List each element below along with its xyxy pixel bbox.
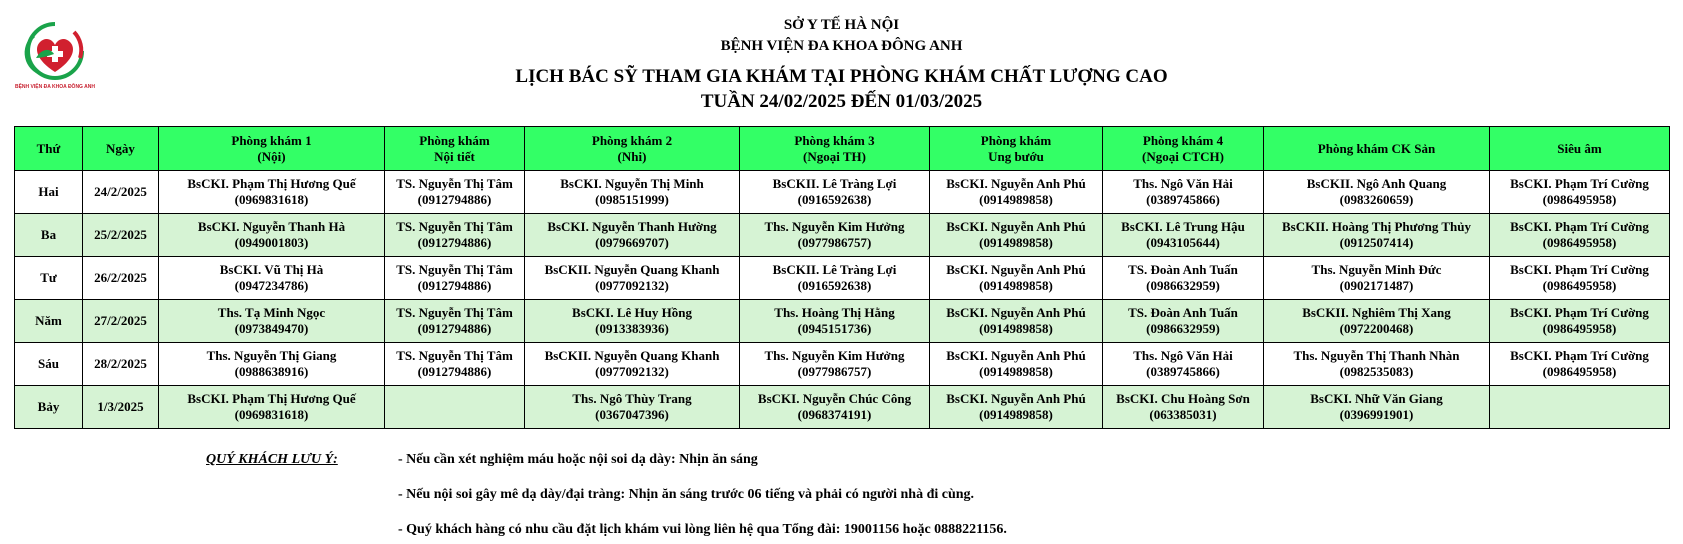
doctor-name: BsCKI. Nguyễn Anh Phú <box>946 219 1086 234</box>
doctor-name: TS. Nguyễn Thị Tâm <box>396 176 513 191</box>
weekday-cell: Tư <box>15 257 83 300</box>
doctor-cell <box>740 300 930 343</box>
column-header <box>15 127 83 171</box>
doctor-phone: (0916592638) <box>797 192 872 207</box>
doctor-name: BsCKI. Vũ Thị Hà <box>219 262 324 277</box>
doctor-phone: (0947234786) <box>234 278 309 293</box>
doctor-name: TS. Nguyễn Thị Tâm <box>396 305 513 320</box>
table-row <box>15 343 1670 386</box>
doctor-phone: (0982535083) <box>1339 364 1414 379</box>
doctor-name: Ths. Hoàng Thị Hằng <box>774 305 895 320</box>
doctor-name: Ths. Nguyễn Minh Đức <box>1311 262 1442 277</box>
doctor-cell <box>385 257 525 300</box>
doctor-cell <box>525 386 740 429</box>
department-name: SỞ Y TẾ HÀ NỘI <box>783 17 900 33</box>
doctor-name: BsCKI. Lê Trung Hậu <box>1121 219 1245 234</box>
column-header <box>159 127 385 171</box>
doctor-cell <box>930 257 1103 300</box>
doctor-phone: (0972200468) <box>1339 321 1414 336</box>
doctor-phone: (0913383936) <box>595 321 669 336</box>
column-header <box>930 127 1103 171</box>
column-header <box>385 127 525 171</box>
doctor-phone: (0914989858) <box>979 321 1053 336</box>
doctor-cell <box>930 171 1103 214</box>
doctor-phone: (0977092132) <box>595 364 669 379</box>
note-item: - Nếu cần xét nghiệm máu hoặc nội soi dạ dày: Nhịn ăn sáng <box>398 452 758 467</box>
doctor-cell <box>1103 300 1264 343</box>
doctor-cell <box>159 257 385 300</box>
doctor-phone: (0977986757) <box>797 235 872 250</box>
doctor-phone: (0986495958) <box>1542 192 1617 207</box>
doctor-cell <box>525 171 740 214</box>
date-cell: 28/2/2025 <box>83 343 159 386</box>
doctor-phone: (0914989858) <box>979 192 1053 207</box>
doctor-phone: (0988638916) <box>234 364 309 379</box>
hospital-name: BỆNH VIỆN ĐA KHOA ĐÔNG ANH <box>720 38 963 54</box>
doctor-cell <box>1490 386 1670 429</box>
doctor-cell <box>159 343 385 386</box>
doctor-phone: (0977092132) <box>595 278 669 293</box>
doctor-name: BsCKII. Nguyễn Quang Khanh <box>544 348 720 363</box>
doctor-phone: (0912507414) <box>1339 235 1414 250</box>
doctor-name: BsCKI. Lê Huy Hồng <box>572 305 692 320</box>
column-header <box>740 127 930 171</box>
notes-label: QUÝ KHÁCH LƯU Ý: <box>206 452 338 467</box>
column-header-subtitle: Nội tiết <box>434 148 475 164</box>
doctor-cell <box>930 386 1103 429</box>
date-cell: 1/3/2025 <box>83 386 159 429</box>
doctor-cell <box>1490 343 1670 386</box>
doctor-name: Ths. Ngô Văn Hải <box>1133 176 1233 191</box>
column-header <box>83 127 159 171</box>
weekday-cell: Sáu <box>15 343 83 386</box>
doctor-schedule-table <box>14 126 1670 429</box>
doctor-cell <box>159 300 385 343</box>
doctor-name: BsCKI. Nguyễn Thanh Hường <box>547 219 717 234</box>
doctor-name: TS. Nguyễn Thị Tâm <box>396 262 513 277</box>
doctor-phone: (063385031) <box>1149 407 1217 422</box>
doctor-cell <box>159 171 385 214</box>
doctor-cell <box>1103 171 1264 214</box>
doctor-name: Ths. Nguyễn Kim Hưởng <box>764 348 905 363</box>
schedule-week: TUẦN 24/02/2025 ĐẾN 01/03/2025 <box>700 91 983 112</box>
doctor-name: BsCKI. Phạm Trí Cường <box>1510 348 1649 363</box>
doctor-phone: (0912794886) <box>417 192 492 207</box>
doctor-name: BsCKI. Nguyễn Anh Phú <box>946 348 1086 363</box>
table-row <box>15 214 1670 257</box>
doctor-phone: (0389745866) <box>1146 192 1220 207</box>
doctor-cell <box>1264 214 1490 257</box>
doctor-phone: (0983260659) <box>1339 192 1414 207</box>
doctor-name: BsCKII. Ngô Anh Quang <box>1306 176 1447 191</box>
doctor-name: BsCKI. Phạm Thị Hương Quế <box>187 176 356 191</box>
weekday-cell: Năm <box>15 300 83 343</box>
column-header-title: Ngày <box>106 140 135 156</box>
doctor-cell <box>930 214 1103 257</box>
doctor-phone: (0969831618) <box>234 192 309 207</box>
doctor-cell <box>1264 343 1490 386</box>
doctor-cell <box>525 214 740 257</box>
doctor-cell <box>1490 214 1670 257</box>
doctor-name: BsCKII. Lê Tràng Lợi <box>772 262 897 277</box>
doctor-name: BsCKI. Nguyễn Anh Phú <box>946 262 1086 277</box>
doctor-cell <box>1264 386 1490 429</box>
doctor-cell <box>1103 343 1264 386</box>
doctor-name: TS. Đoàn Anh Tuấn <box>1128 305 1238 320</box>
weekday-cell: Hai <box>15 171 83 214</box>
doctor-cell <box>1103 257 1264 300</box>
column-header-title: Phòng khám <box>419 132 490 148</box>
doctor-name: Ths. Tạ Minh Ngọc <box>217 305 326 320</box>
column-header-title: Phòng khám <box>980 132 1052 148</box>
doctor-cell <box>740 257 930 300</box>
doctor-cell <box>525 343 740 386</box>
column-header-title: Phòng khám 1 <box>231 132 312 148</box>
doctor-phone: (0912794886) <box>417 321 492 336</box>
doctor-cell <box>740 386 930 429</box>
doctor-cell <box>1264 171 1490 214</box>
doctor-cell <box>1490 300 1670 343</box>
column-header-title: Thứ <box>36 140 61 156</box>
table-row <box>15 386 1670 429</box>
column-header <box>525 127 740 171</box>
doctor-cell <box>930 300 1103 343</box>
schedule-title: LỊCH BÁC SỸ THAM GIA KHÁM TẠI PHÒNG KHÁM CHẤT LƯỢNG CAO <box>515 66 1168 87</box>
doctor-cell <box>525 300 740 343</box>
doctor-name: BsCKII. Nghiêm Thị Xang <box>1302 305 1451 320</box>
doctor-phone: (0973849470) <box>234 321 309 336</box>
doctor-cell <box>1264 300 1490 343</box>
column-header-title: Phòng khám 2 <box>591 132 673 148</box>
doctor-cell <box>525 257 740 300</box>
column-header-subtitle: (Ngoại TH) <box>803 148 866 164</box>
column-header <box>1103 127 1264 171</box>
column-header <box>1490 127 1670 171</box>
doctor-name: Ths. Nguyễn Thị Giang <box>206 348 337 363</box>
doctor-phone: (0985151999) <box>595 192 669 207</box>
doctor-cell <box>159 214 385 257</box>
date-cell: 25/2/2025 <box>83 214 159 257</box>
doctor-cell <box>385 214 525 257</box>
column-header-title: Phòng khám CK Sản <box>1317 140 1436 156</box>
doctor-phone: (0389745866) <box>1146 364 1220 379</box>
table-row <box>15 171 1670 214</box>
column-header-subtitle: Ung bướu <box>988 148 1044 164</box>
doctor-cell <box>930 343 1103 386</box>
doctor-name: BsCKI. Nguyễn Anh Phú <box>946 305 1086 320</box>
doctor-phone: (0969831618) <box>234 407 309 422</box>
table-row <box>15 257 1670 300</box>
table-row <box>15 300 1670 343</box>
column-header-subtitle: (Nhi) <box>617 148 647 164</box>
doctor-name: Ths. Ngô Văn Hải <box>1133 348 1233 363</box>
doctor-phone: (0912794886) <box>417 364 492 379</box>
doctor-name: BsCKI. Phạm Trí Cường <box>1510 176 1649 191</box>
doctor-name: BsCKI. Nhữ Văn Giang <box>1310 391 1443 406</box>
table-body <box>15 171 1670 429</box>
doctor-phone: (0986632959) <box>1146 321 1220 336</box>
doctor-phone: (0986495958) <box>1542 364 1617 379</box>
doctor-cell <box>740 214 930 257</box>
doctor-name: BsCKI. Nguyễn Thanh Hà <box>197 219 346 234</box>
logo-caption: BỆNH VIỆN ĐA KHOA ĐÔNG ANH <box>14 84 95 90</box>
doctor-name: BsCKII. Nguyễn Quang Khanh <box>544 262 720 277</box>
doctor-phone: (0977986757) <box>797 364 872 379</box>
doctor-phone: (0986632959) <box>1146 278 1220 293</box>
doctor-phone: (0916592638) <box>797 278 872 293</box>
weekday-cell: Bảy <box>15 386 83 429</box>
doctor-phone: (0902171487) <box>1339 278 1414 293</box>
column-header-title: Phòng khám 4 <box>1142 132 1224 148</box>
doctor-phone: (0914989858) <box>979 407 1053 422</box>
date-cell: 24/2/2025 <box>83 171 159 214</box>
date-cell: 27/2/2025 <box>83 300 159 343</box>
doctor-cell <box>740 171 930 214</box>
doctor-name: BsCKI. Phạm Trí Cường <box>1510 219 1649 234</box>
doctor-cell <box>385 300 525 343</box>
doctor-phone: (0912794886) <box>417 278 492 293</box>
doctor-name: BsCKI. Chu Hoàng Sơn <box>1116 391 1250 406</box>
doctor-name: Ths. Nguyễn Thị Thanh Nhàn <box>1293 348 1460 363</box>
column-header-subtitle: (Ngoại CTCH) <box>1142 148 1224 164</box>
note-item: - Nếu nội soi gây mê dạ dày/đại tràng: Nhịn ăn sáng trước 06 tiếng và phải có người nhà đi cùng. <box>398 487 975 502</box>
doctor-cell <box>1490 257 1670 300</box>
doctor-phone: (0396991901) <box>1339 407 1414 422</box>
doctor-name: TS. Nguyễn Thị Tâm <box>396 219 513 234</box>
doctor-name: BsCKI. Nguyễn Anh Phú <box>946 391 1086 406</box>
doctor-name: BsCKI. Nguyễn Thị Minh <box>560 176 704 191</box>
doctor-phone: (0914989858) <box>979 364 1053 379</box>
date-cell: 26/2/2025 <box>83 257 159 300</box>
doctor-cell <box>1490 171 1670 214</box>
column-header-subtitle: (Nội) <box>257 148 286 164</box>
table-header-row <box>15 127 1670 171</box>
doctor-phone: (0949001803) <box>234 235 309 250</box>
doctor-phone: (0912794886) <box>417 235 492 250</box>
doctor-cell <box>385 171 525 214</box>
doctor-name: TS. Đoàn Anh Tuấn <box>1128 262 1238 277</box>
doctor-phone: (0367047396) <box>595 407 669 422</box>
doctor-phone: (0979669707) <box>595 235 669 250</box>
doctor-cell <box>1103 214 1264 257</box>
weekday-cell: Ba <box>15 214 83 257</box>
doctor-name: BsCKII. Lê Tràng Lợi <box>772 176 897 191</box>
doctor-cell <box>385 386 525 429</box>
doctor-phone: (0986495958) <box>1542 321 1617 336</box>
doctor-name: BsCKI. Phạm Thị Hương Quế <box>187 391 356 406</box>
note-item: - Quý khách hàng có nhu cầu đặt lịch khám vui lòng liên hệ qua Tổng đài: 19001156 hoặc 0888221156. <box>398 522 1007 537</box>
doctor-name: Ths. Ngô Thùy Trang <box>572 391 692 406</box>
doctor-phone: (0986495958) <box>1542 235 1617 250</box>
doctor-name: Ths. Nguyễn Kim Hưởng <box>764 219 905 234</box>
column-header <box>1264 127 1490 171</box>
doctor-cell <box>1264 257 1490 300</box>
doctor-name: BsCKI. Phạm Trí Cường <box>1510 262 1649 277</box>
doctor-phone: (0986495958) <box>1542 278 1617 293</box>
doctor-name: TS. Nguyễn Thị Tâm <box>396 348 513 363</box>
doctor-phone: (0968374191) <box>797 407 872 422</box>
doctor-phone: (0943105644) <box>1146 235 1220 250</box>
doctor-name: BsCKI. Nguyễn Chúc Công <box>757 391 912 406</box>
column-header-title: Siêu âm <box>1557 140 1602 156</box>
doctor-phone: (0945151736) <box>797 321 872 336</box>
doctor-phone: (0914989858) <box>979 278 1053 293</box>
doctor-name: BsCKI. Phạm Trí Cường <box>1510 305 1649 320</box>
doctor-cell <box>159 386 385 429</box>
doctor-cell <box>740 343 930 386</box>
column-header-title: Phòng khám 3 <box>794 132 875 148</box>
doctor-name: BsCKI. Nguyễn Anh Phú <box>946 176 1086 191</box>
doctor-cell <box>385 343 525 386</box>
doctor-name: BsCKII. Hoàng Thị Phương Thủy <box>1281 219 1471 234</box>
doctor-cell <box>1103 386 1264 429</box>
doctor-phone: (0914989858) <box>979 235 1053 250</box>
